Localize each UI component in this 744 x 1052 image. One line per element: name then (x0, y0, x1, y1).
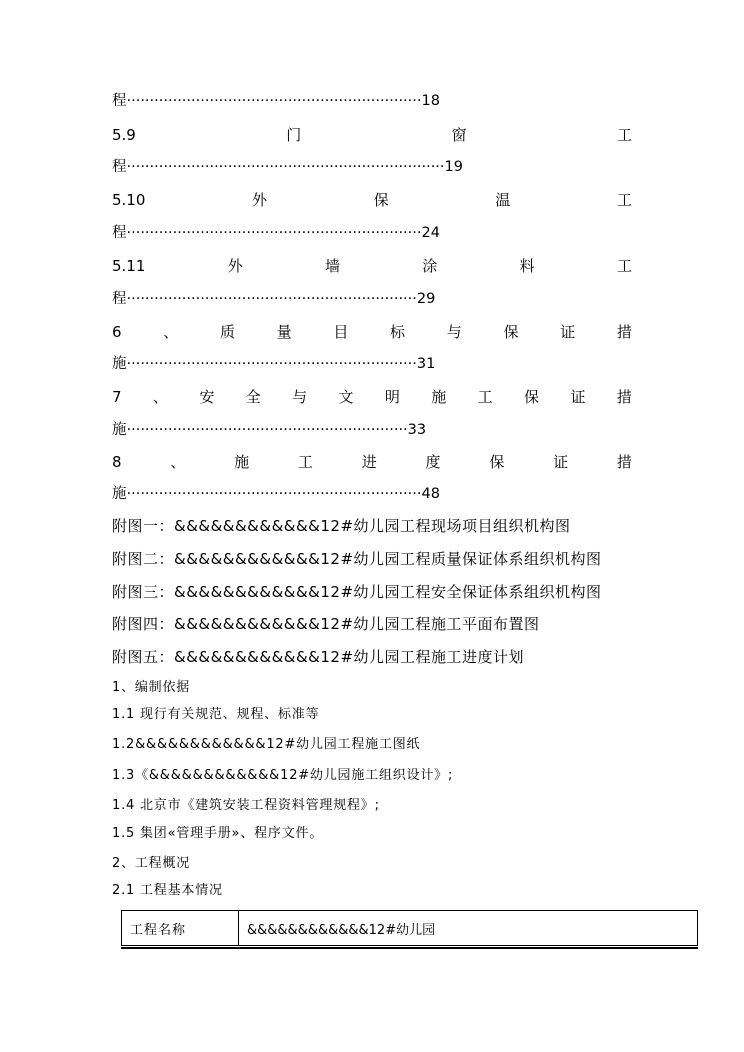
toc-char: 质 (219, 323, 235, 341)
appendix-3[interactable]: 附图三：&&&&&&&&&&&&12#幼儿园工程安全保证体系组织机构图 (112, 583, 602, 601)
toc-char: 量 (276, 323, 292, 341)
toc-char: 施 (431, 388, 447, 406)
toc-entry-continuation[interactable] (112, 92, 440, 110)
toc-dots: ······························································· (126, 356, 417, 372)
toc-page-number: 29 (416, 291, 436, 307)
toc-heading-6[interactable] (112, 323, 632, 341)
appendix-5[interactable]: 附图五：&&&&&&&&&&&&12#幼儿园工程施工进度计划 (112, 648, 525, 666)
toc-char: 工 (616, 191, 632, 209)
toc-char: 窗 (451, 126, 467, 144)
toc-heading-8[interactable] (112, 453, 632, 471)
toc-char: 保 (524, 388, 540, 406)
toc-char: 工 (616, 257, 632, 275)
toc-char: 目 (333, 323, 349, 341)
project-info-table (121, 910, 698, 946)
toc-dots: ······························································· (126, 291, 417, 307)
toc-page-number: 48 (421, 486, 440, 502)
toc-char: 工 (616, 126, 632, 144)
body-text: 1.2&&&&&&&&&&&&12#幼儿园工程施工图纸 (112, 737, 421, 752)
toc-dots: ····································································· (126, 159, 445, 175)
toc-number: 5.11 (112, 257, 146, 275)
toc-dots: ································································ (126, 93, 422, 109)
body-text: 1.1 现行有关规范、规程、标准等 (112, 707, 320, 722)
toc-char: 涂 (422, 257, 438, 275)
toc-entry-5-10-cont[interactable] (112, 224, 440, 242)
toc-char: 保 (503, 323, 519, 341)
toc-char: 标 (390, 323, 406, 341)
toc-char: 安 (199, 388, 215, 406)
toc-char: 证 (560, 323, 576, 341)
toc-char: 外 (252, 191, 268, 209)
toc-char: 明 (384, 388, 400, 406)
toc-char: 措 (616, 323, 632, 341)
toc-page-number: 24 (421, 225, 440, 241)
table-bottom-rule (121, 947, 698, 949)
toc-dots: ································································ (126, 225, 422, 241)
appendix-4[interactable]: 附图四：&&&&&&&&&&&&12#幼儿园工程施工平面布置图 (112, 615, 540, 633)
toc-entry-5-9-cont[interactable] (112, 158, 463, 176)
toc-number: 5.10 (112, 191, 146, 209)
toc-char: 、 (152, 388, 168, 406)
toc-entry-8-cont[interactable] (112, 485, 440, 503)
toc-char: 保 (373, 191, 389, 209)
section-heading: 2、工程概况 (112, 856, 191, 871)
toc-cont-prefix: 施 (112, 356, 127, 372)
toc-char: 温 (495, 191, 511, 209)
toc-char: 与 (292, 388, 308, 406)
appendix-1[interactable]: 附图一：&&&&&&&&&&&&12#幼儿园工程现场项目组织机构图 (112, 517, 571, 535)
toc-cont-prefix: 施 (112, 486, 127, 502)
toc-char: 料 (519, 257, 535, 275)
toc-char: 与 (446, 323, 462, 341)
toc-number: 6 (112, 323, 122, 341)
toc-page-number: 18 (421, 93, 440, 109)
toc-dots: ····························································· (126, 422, 408, 438)
toc-heading-5-11[interactable] (112, 257, 632, 275)
table-cell-value: &&&&&&&&&&&&12#幼儿园 (239, 911, 698, 946)
toc-char: 工 (297, 453, 313, 471)
toc-page-number: 19 (444, 159, 463, 175)
body-text: 1.5 集团«管理手册»、程序文件。 (112, 826, 324, 841)
toc-char: 进 (361, 453, 377, 471)
toc-char: 、 (163, 323, 179, 341)
toc-cont-prefix: 程 (112, 159, 127, 175)
toc-cont-prefix: 程 (112, 291, 127, 307)
toc-entry-6-cont[interactable] (112, 355, 435, 373)
body-text: 1.4 北京市《建筑安装工程资料管理规程》; (112, 798, 380, 813)
toc-char: 度 (425, 453, 441, 471)
toc-char: 措 (616, 388, 632, 406)
appendix-2[interactable]: 附图二：&&&&&&&&&&&&12#幼儿园工程质量保证体系组织机构图 (112, 550, 602, 568)
toc-char: 证 (553, 453, 569, 471)
toc-char: 门 (286, 126, 302, 144)
toc-char: 墙 (325, 257, 341, 275)
toc-cont-prefix: 程 (112, 225, 127, 241)
subsection-heading: 2.1 工程基本情况 (112, 883, 223, 898)
toc-char: 保 (489, 453, 505, 471)
toc-number: 8 (112, 453, 122, 471)
toc-page-number: 31 (416, 356, 436, 372)
toc-entry-5-11-cont[interactable] (112, 290, 435, 308)
toc-char: 全 (245, 388, 261, 406)
toc-char: 外 (227, 257, 243, 275)
toc-char: 证 (570, 388, 586, 406)
toc-heading-5-10[interactable] (112, 191, 632, 209)
toc-cont-prefix: 施 (112, 422, 127, 438)
toc-entry-7-cont[interactable] (112, 421, 426, 439)
toc-number: 7 (112, 388, 122, 406)
toc-char: 、 (170, 453, 186, 471)
toc-char: 措 (616, 453, 632, 471)
toc-page-number: 33 (407, 422, 427, 438)
toc-heading-5-9[interactable] (112, 126, 632, 144)
toc-char: 施 (234, 453, 250, 471)
table-row (122, 911, 698, 946)
body-text: 1.3《&&&&&&&&&&&&12#幼儿园施工组织设计》; (112, 768, 454, 783)
toc-char: 工 (477, 388, 493, 406)
toc-dots: ································································ (126, 486, 422, 502)
toc-cont-prefix: 程 (112, 93, 127, 109)
toc-heading-7[interactable] (112, 388, 632, 406)
toc-char: 文 (338, 388, 354, 406)
table-cell-label: 工程名称 (122, 911, 239, 946)
section-heading: 1、编制依据 (112, 680, 191, 695)
toc-number: 5.9 (112, 126, 136, 144)
